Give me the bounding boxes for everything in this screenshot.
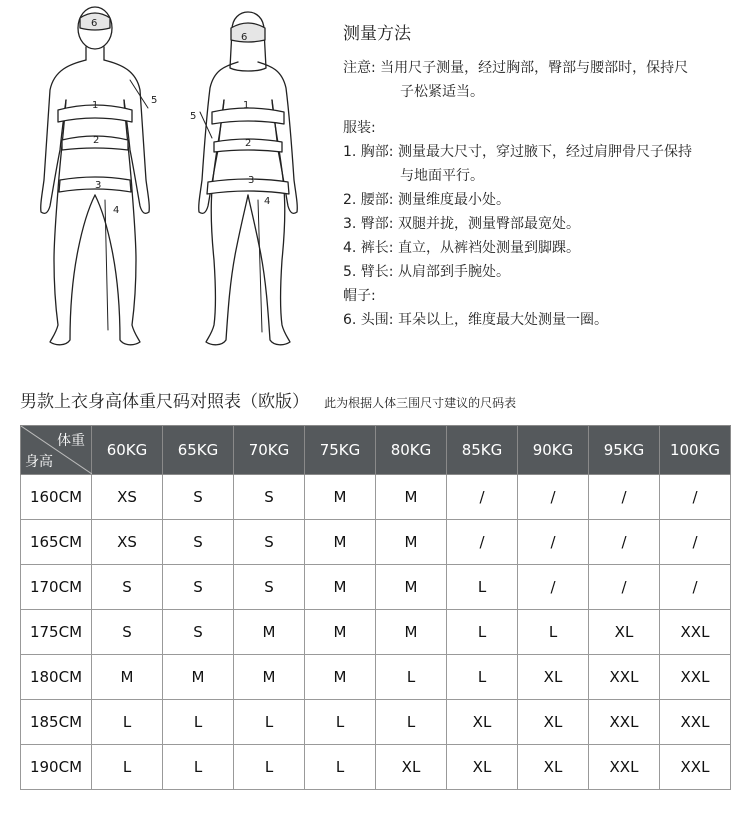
size-cell: / bbox=[589, 475, 660, 520]
clothes-heading: 服装: bbox=[343, 120, 376, 136]
size-cell: / bbox=[589, 565, 660, 610]
table-row bbox=[21, 565, 731, 610]
size-cell: L bbox=[518, 610, 589, 655]
size-cell: M bbox=[305, 565, 376, 610]
height-cell: 160CM bbox=[21, 475, 92, 520]
size-cell: XXL bbox=[589, 745, 660, 790]
size-cell: L bbox=[234, 745, 305, 790]
male-figure bbox=[41, 7, 150, 345]
table-row bbox=[21, 745, 731, 790]
size-cell: XS bbox=[92, 520, 163, 565]
male-label-chest: 1 bbox=[92, 100, 99, 111]
table-row bbox=[21, 475, 731, 520]
size-cell: M bbox=[163, 655, 234, 700]
size-cell: M bbox=[92, 655, 163, 700]
weight-header: 80KG bbox=[376, 426, 447, 475]
size-cell: / bbox=[660, 520, 731, 565]
weight-header: 85KG bbox=[447, 426, 518, 475]
table-row bbox=[21, 520, 731, 565]
size-cell: M bbox=[234, 610, 305, 655]
height-cell: 190CM bbox=[21, 745, 92, 790]
size-cell: / bbox=[660, 475, 731, 520]
table-row bbox=[21, 610, 731, 655]
size-cell: M bbox=[305, 520, 376, 565]
weight-header: 90KG bbox=[518, 426, 589, 475]
guide-item-chest: 1. 胸部: 测量最大尺寸，穿过腋下，经过肩胛骨尺子保持 bbox=[343, 144, 692, 160]
female-label-waist: 2 bbox=[245, 138, 252, 149]
size-cell: M bbox=[305, 610, 376, 655]
size-cell: S bbox=[234, 565, 305, 610]
size-cell: / bbox=[447, 475, 518, 520]
size-cell: M bbox=[376, 475, 447, 520]
size-cell: XXL bbox=[660, 745, 731, 790]
size-cell: L bbox=[92, 745, 163, 790]
height-cell: 165CM bbox=[21, 520, 92, 565]
size-cell: M bbox=[234, 655, 305, 700]
size-cell: L bbox=[305, 745, 376, 790]
size-cell: L bbox=[376, 700, 447, 745]
size-cell: / bbox=[518, 520, 589, 565]
female-label-head: 6 bbox=[241, 32, 248, 43]
male-label-head: 6 bbox=[91, 18, 98, 29]
size-cell: M bbox=[376, 520, 447, 565]
size-cell: L bbox=[447, 610, 518, 655]
female-label-chest: 1 bbox=[243, 100, 250, 111]
guide-item-chest-continued: 与地面平行。 bbox=[400, 168, 484, 184]
table-corner-cell bbox=[21, 426, 92, 475]
guide-item-hip: 3. 臀部: 双腿并拢，测量臀部最宽处。 bbox=[343, 216, 580, 232]
size-cell: XXL bbox=[660, 655, 731, 700]
male-label-hip: 3 bbox=[95, 180, 102, 191]
size-cell: S bbox=[92, 565, 163, 610]
size-cell: L bbox=[92, 700, 163, 745]
male-label-waist: 2 bbox=[93, 135, 100, 146]
size-cell: S bbox=[92, 610, 163, 655]
size-cell: XL bbox=[376, 745, 447, 790]
height-cell: 175CM bbox=[21, 610, 92, 655]
table-row bbox=[21, 655, 731, 700]
size-cell: XL bbox=[447, 745, 518, 790]
size-table-title: 男款上衣身高体重尺码对照表（欧版） bbox=[20, 392, 309, 412]
guide-item-arm: 5. 臂长: 从肩部到手腕处。 bbox=[343, 264, 510, 280]
guide-title: 测量方法 bbox=[343, 24, 411, 44]
size-table-title-row bbox=[20, 387, 516, 412]
size-cell: XS bbox=[92, 475, 163, 520]
size-chart-table bbox=[20, 425, 731, 790]
female-label-inseam: 4 bbox=[264, 196, 271, 207]
guide-note: 注意: 当用尺子测量，经过胸部，臀部与腰部时，保持尺 bbox=[343, 60, 689, 76]
size-cell: L bbox=[447, 565, 518, 610]
size-cell: M bbox=[305, 475, 376, 520]
size-cell: XL bbox=[518, 700, 589, 745]
size-cell: XXL bbox=[589, 700, 660, 745]
size-cell: L bbox=[234, 700, 305, 745]
height-cell: 180CM bbox=[21, 655, 92, 700]
weight-header: 95KG bbox=[589, 426, 660, 475]
weight-header: 65KG bbox=[163, 426, 234, 475]
size-cell: S bbox=[163, 610, 234, 655]
body-measurement-figures bbox=[0, 0, 330, 370]
corner-weight-label: 体重 bbox=[57, 433, 85, 449]
size-cell: S bbox=[234, 520, 305, 565]
table-header-row bbox=[21, 426, 731, 475]
weight-header: 60KG bbox=[92, 426, 163, 475]
hat-heading: 帽子: bbox=[343, 288, 376, 304]
size-cell: S bbox=[163, 475, 234, 520]
guide-item-waist: 2. 腰部: 测量维度最小处。 bbox=[343, 192, 510, 208]
size-cell: / bbox=[518, 475, 589, 520]
size-cell: XL bbox=[518, 745, 589, 790]
table-row bbox=[21, 700, 731, 745]
size-table-note: 此为根据人体三围尺寸建议的尺码表 bbox=[324, 396, 517, 410]
size-cell: S bbox=[163, 520, 234, 565]
weight-header: 75KG bbox=[305, 426, 376, 475]
weight-header: 70KG bbox=[234, 426, 305, 475]
size-cell: XL bbox=[589, 610, 660, 655]
size-cell: L bbox=[305, 700, 376, 745]
size-cell: L bbox=[376, 655, 447, 700]
size-cell: S bbox=[234, 475, 305, 520]
guide-item-inseam: 4. 裤长: 直立，从裤裆处测量到脚踝。 bbox=[343, 240, 580, 256]
size-cell: M bbox=[376, 610, 447, 655]
size-cell: M bbox=[305, 655, 376, 700]
measurement-guide bbox=[343, 22, 743, 332]
size-cell: XXL bbox=[660, 610, 731, 655]
size-cell: / bbox=[447, 520, 518, 565]
male-label-inseam: 4 bbox=[113, 205, 120, 216]
size-cell: XXL bbox=[589, 655, 660, 700]
size-cell: / bbox=[589, 520, 660, 565]
size-cell: XL bbox=[447, 700, 518, 745]
size-cell: / bbox=[660, 565, 731, 610]
size-cell: M bbox=[376, 565, 447, 610]
size-cell: L bbox=[447, 655, 518, 700]
size-cell: XL bbox=[518, 655, 589, 700]
height-cell: 170CM bbox=[21, 565, 92, 610]
size-cell: XXL bbox=[660, 700, 731, 745]
weight-header: 100KG bbox=[660, 426, 731, 475]
size-cell: L bbox=[163, 700, 234, 745]
size-cell: L bbox=[163, 745, 234, 790]
guide-item-head: 6. 头围: 耳朵以上，维度最大处测量一圈。 bbox=[343, 312, 608, 328]
male-label-arm: 5 bbox=[151, 95, 158, 106]
female-label-hip: 3 bbox=[248, 175, 255, 186]
size-cell: S bbox=[163, 565, 234, 610]
female-label-arm: 5 bbox=[190, 111, 197, 122]
size-cell: / bbox=[518, 565, 589, 610]
height-cell: 185CM bbox=[21, 700, 92, 745]
corner-height-label: 身高 bbox=[25, 454, 53, 470]
guide-note-continued: 子松紧适当。 bbox=[400, 84, 484, 100]
